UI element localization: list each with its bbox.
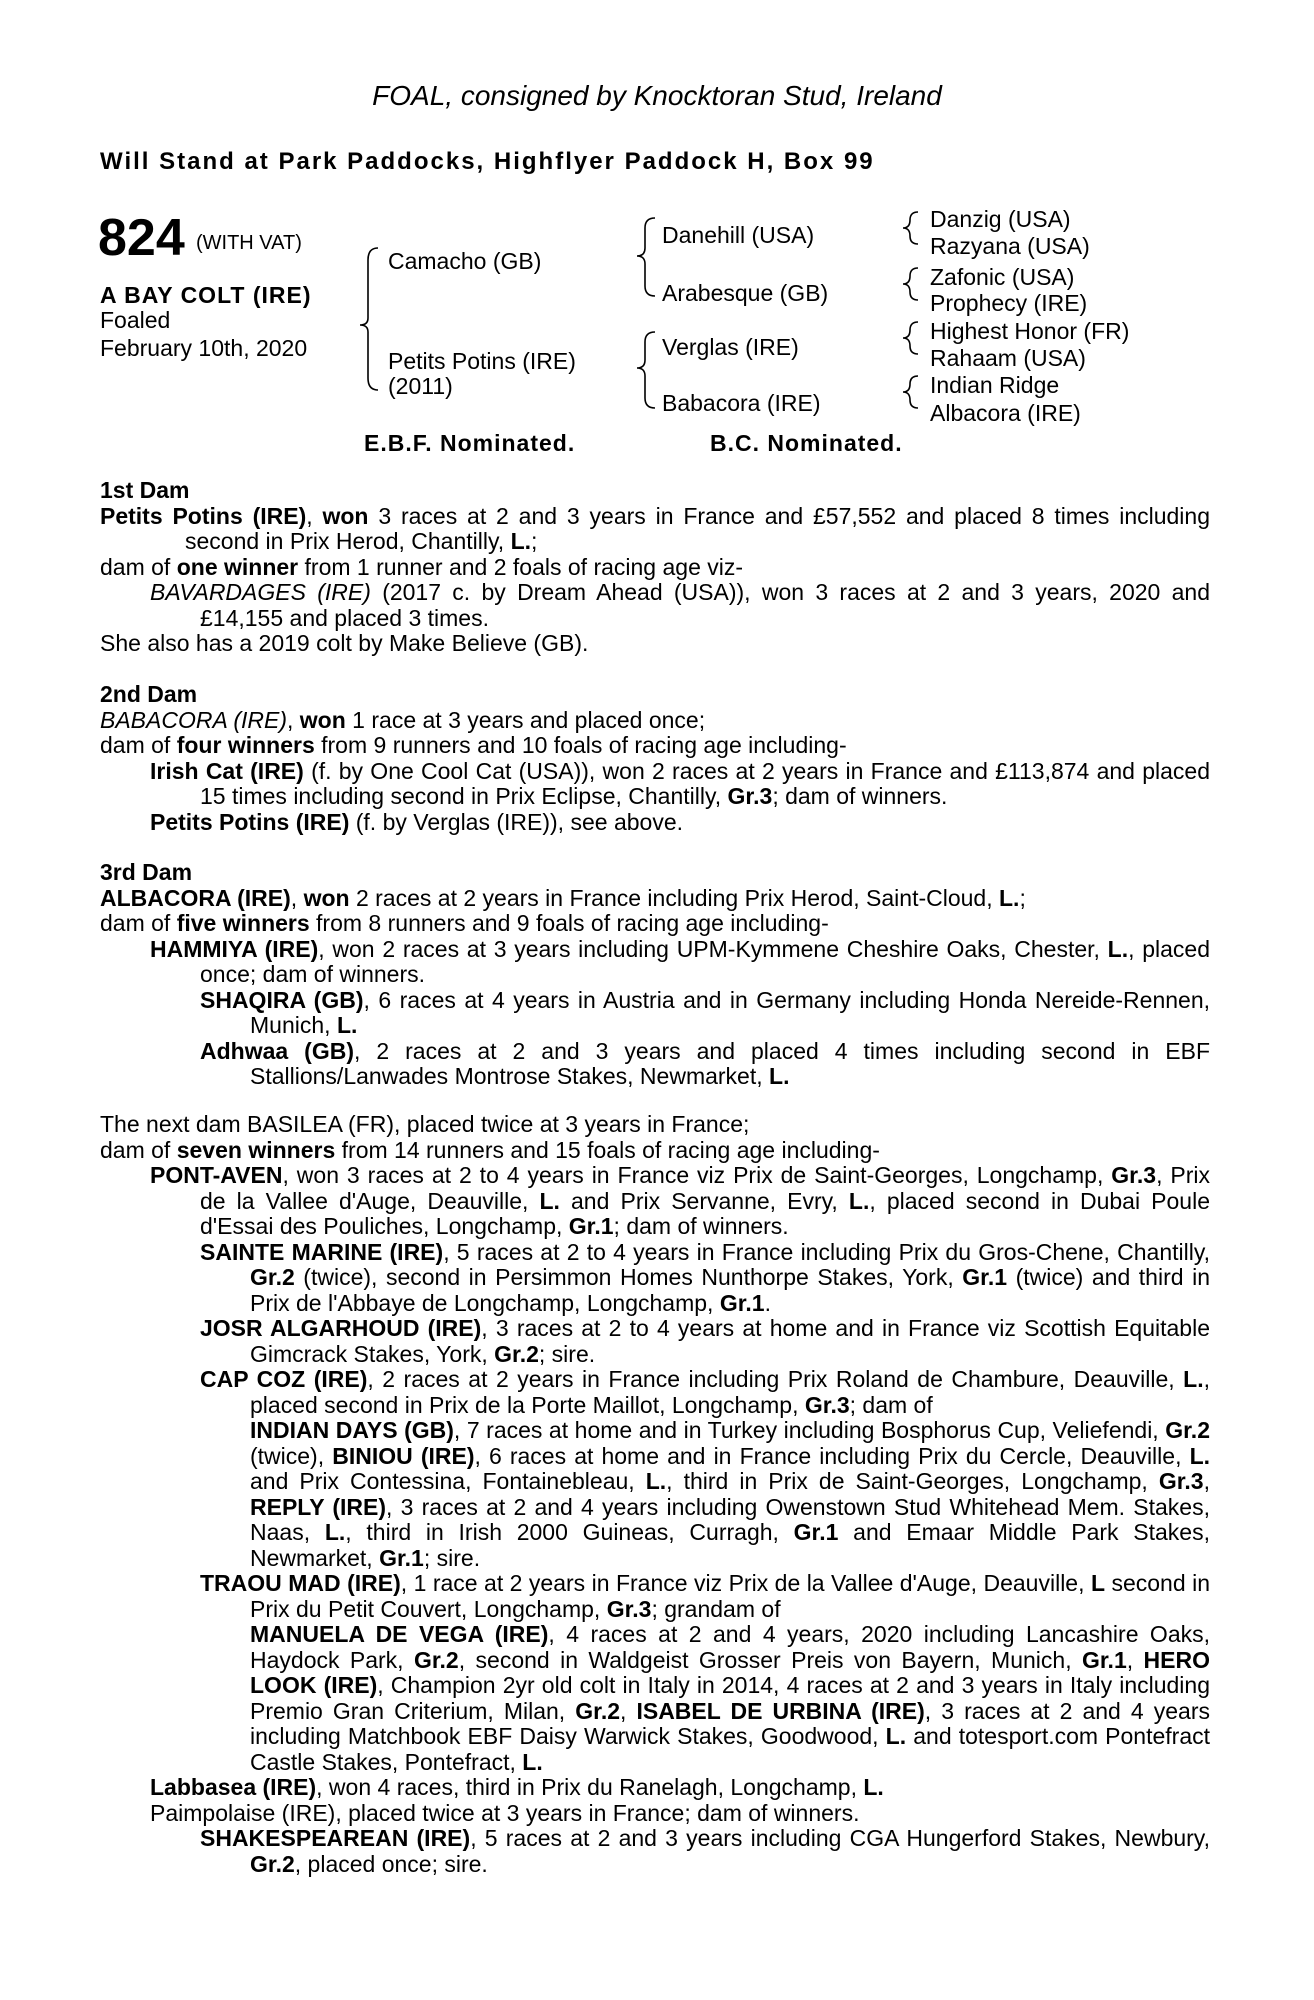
also-note: She also has a 2019 colt by Make Believe (GB).	[100, 630, 589, 656]
ancestor-prophecy: Prophecy (IRE)	[930, 290, 1088, 316]
offspring-name: SHAKESPEAREAN (IRE)	[200, 1825, 471, 1851]
foaled-label: Foaled	[100, 307, 171, 333]
offspring-name: REPLY (IRE)	[250, 1493, 387, 1520]
produce-summary: dam of one winner from 1 runner and 2 foals of racing age viz-	[100, 553, 744, 580]
offspring-entry: JOSR ALGARHOUD (IRE), 3 races at 2 to 4 years at home and in France viz Scottish Equitable Gimcrack Stakes, York, Gr.2; sire.	[200, 1315, 1210, 1367]
dam-sire-name: Verglas (IRE)	[662, 334, 799, 360]
produce-summary: dam of seven winners from 14 runners and 15 foals of racing age including-	[100, 1136, 880, 1163]
offspring-name: Irish Cat (IRE)	[150, 757, 304, 784]
dam-record: ALBACORA (IRE), won 2 races at 2 years in France including Prix Herod, Saint-Cloud, L.;	[100, 884, 1026, 911]
section-heading: 1st Dam	[100, 477, 190, 503]
produce-summary: dam of five winners from 8 runners and 9 foals of racing age including-	[100, 910, 829, 936]
offspring-name: INDIAN DAYS (GB)	[250, 1417, 454, 1443]
pedigree-brackets	[0, 0, 1314, 460]
offspring-name: HERO LOOK (IRE)	[250, 1646, 1210, 1698]
sire-dam-name: Arabesque (GB)	[662, 280, 829, 306]
second-dam-section	[100, 682, 1210, 835]
offspring-name: SAINTE MARINE (IRE)	[200, 1238, 444, 1265]
offspring-name: Adhwaa (GB)	[200, 1037, 354, 1064]
dam-record: BABACORA (IRE), won 1 race at 3 years and placed once;	[100, 706, 706, 733]
ancestor-razyana: Razyana (USA)	[930, 233, 1090, 259]
dam-record: Petits Potins (IRE), won 3 races at 2 and 3 years in France and £57,552 and placed 8 times including second in Prix Herod, Chantilly, L.;	[100, 502, 1210, 554]
offspring-entry: Irish Cat (IRE) (f. by One Cool Cat (USA)), won 2 races at 2 years in France and £113,874 and placed 15 times including second in Prix Eclipse, Chantilly, Gr.3; dam of winners.	[150, 757, 1211, 809]
dam-dam-name: Babacora (IRE)	[662, 390, 821, 416]
ebf-nominated: E.B.F. Nominated.	[364, 430, 576, 456]
offspring-entry: Petits Potins (IRE) (f. by Verglas (IRE)), see above.	[150, 808, 683, 835]
ancestor-highest-honor: Highest Honor (FR)	[930, 318, 1130, 344]
section-heading: 3rd Dam	[100, 859, 193, 885]
next-dam-section	[100, 1112, 1210, 1877]
offspring-name: ISABEL DE URBINA (IRE)	[636, 1697, 925, 1724]
dam-name: Petits Potins (IRE)	[100, 502, 307, 529]
sire-sire-name: Danehill (USA)	[662, 222, 815, 248]
offspring-name: SHAQIRA (GB)	[200, 986, 364, 1013]
offspring-entry: Paimpolaise (IRE), placed twice at 3 years in France; dam of winners.	[150, 1799, 860, 1826]
lot-number: 824	[98, 209, 185, 267]
offspring-entry: SHAQIRA (GB), 6 races at 4 years in Austria and in Germany including Honda Nereide-Rennen, Munich, L.	[200, 986, 1210, 1038]
offspring-name: TRAOU MAD (IRE)	[200, 1570, 401, 1596]
offspring-entry: Labbasea (IRE), won 4 races, third in Prix du Ranelagh, Longchamp, L.	[150, 1774, 884, 1800]
offspring-entry: BAVARDAGES (IRE) (2017 c. by Dream Ahead (USA)), won 3 races at 2 and 3 years, 2020 and £14,155 and placed 3 times.	[150, 579, 1210, 631]
dam-name: BABACORA (IRE)	[100, 706, 288, 733]
consignment-line: FOAL, consigned by Knocktoran Stud, Ireland	[372, 80, 942, 111]
sire-name: Camacho (GB)	[388, 248, 542, 274]
offspring-entry: SHAKESPEAREAN (IRE), 5 races at 2 and 3 years including CGA Hungerford Stakes, Newbury, Gr.2, placed once; sire.	[200, 1825, 1210, 1877]
offspring-name: Petits Potins (IRE)	[150, 808, 350, 835]
ancestor-rahaam: Rahaam (USA)	[930, 345, 1086, 371]
offspring-name: BAVARDAGES (IRE)	[150, 579, 371, 605]
offspring-entry: Adhwaa (GB), 2 races at 2 and 3 years and placed 4 times including second in EBF Stallions/Lanwades Montrose Stakes, Newmarket, L.	[200, 1037, 1210, 1089]
offspring-entry: SAINTE MARINE (IRE), 5 races at 2 to 4 years in France including Prix du Gros-Chene, Chantilly, Gr.2 (twice), second in Persimmon Homes Nunthorpe Stakes, York, Gr.1 (twice) and third in Prix de l'Abbaye de Longchamp, Longchamp, Gr.1.	[200, 1238, 1211, 1316]
bc-nominated: B.C. Nominated.	[710, 430, 903, 456]
offspring-entry: HAMMIYA (IRE), won 2 races at 3 years including UPM-Kymmene Cheshire Oaks, Chester, L., placed once; dam of winners.	[150, 935, 1210, 987]
dam-year: (2011)	[388, 373, 453, 399]
offspring-name: JOSR ALGARHOUD (IRE)	[200, 1315, 482, 1341]
vat-note: (WITH VAT)	[196, 232, 302, 254]
ancestor-danzig: Danzig (USA)	[930, 206, 1071, 232]
section-heading: 2nd Dam	[100, 681, 198, 707]
offspring-entry: TRAOU MAD (IRE), 1 race at 2 years in France viz Prix de la Vallee d'Auge, Deauville, L second in Prix du Petit Couvert, Longchamp, Gr.3; grandam of	[200, 1570, 1210, 1622]
third-dam-section	[100, 860, 1210, 1090]
foaled-date: February 10th, 2020	[100, 335, 308, 361]
ancestor-indian-ridge: Indian Ridge	[930, 372, 1060, 398]
offspring-entry: CAP COZ (IRE), 2 races at 2 years in France including Prix Roland de Chambure, Deauville, L., placed second in Prix de la Porte Maillot, Longchamp, Gr.3; dam of	[200, 1366, 1210, 1418]
offspring-name: PONT-AVEN	[150, 1162, 283, 1188]
first-dam-section	[100, 478, 1210, 657]
stand-location: Will Stand at Park Paddocks, Highflyer Paddock H, Box 99	[100, 148, 875, 175]
offspring-name: MANUELA DE VEGA (IRE)	[250, 1621, 549, 1647]
dam-name: ALBACORA (IRE)	[100, 884, 291, 911]
offspring-name: BINIOU (IRE)	[332, 1442, 475, 1469]
offspring-name: Labbasea (IRE)	[150, 1774, 317, 1800]
offspring-entry: PONT-AVEN, won 3 races at 2 to 4 years in France viz Prix de Saint-Georges, Longchamp, Gr.3, Prix de la Vallee d'Auge, Deauville, L. and Prix Servanne, Evry, L., placed second in Dubai Poule d'Essai des Pouliches, Longchamp, Gr.1; dam of winners.	[150, 1162, 1210, 1239]
dam-name: Petits Potins (IRE)	[388, 348, 576, 374]
ancestor-zafonic: Zafonic (USA)	[930, 264, 1075, 290]
offspring-name: CAP COZ (IRE)	[200, 1366, 368, 1392]
next-dam-record: The next dam BASILEA (FR), placed twice at 3 years in France;	[100, 1111, 750, 1137]
grand-offspring-entry: MANUELA DE VEGA (IRE), 4 races at 2 and 4 years, 2020 including Lancashire Oaks, Haydock Park, Gr.2, second in Waldgeist Grosser Preis von Bayern, Munich, Gr.1, HERO LOOK (IRE), Champion 2yr old colt in Italy in 2014, 4 races at 2 and 3 years in Italy including Premio Gran Criterium, Milan, Gr.2, ISABEL DE URBINA (IRE), 3 races at 2 and 4 years including Matchbook EBF Daisy Warwick Stakes, Goodwood, L. and totesport.com Pontefract Castle Stakes, Pontefract, L.	[250, 1621, 1211, 1775]
grand-offspring-entry: INDIAN DAYS (GB), 7 races at home and in Turkey including Bosphorus Cup, Veliefendi, Gr.2 (twice), BINIOU (IRE), 6 races at home and in France including Prix du Cercle, Deauville, L. and Prix Contessina, Fontainebleau, L., third in Prix de Saint-Georges, Longchamp, Gr.3, REPLY (IRE), 3 races at 2 and 4 years including Owenstown Stud Whitehead Mem. Stakes, Naas, L., third in Irish 2000 Guineas, Curragh, Gr.1 and Emaar Middle Park Stakes, Newmarket, Gr.1; sire.	[250, 1417, 1211, 1571]
horse-description: A BAY COLT (IRE)	[100, 282, 312, 308]
offspring-name: HAMMIYA (IRE)	[150, 935, 319, 962]
ancestor-albacora: Albacora (IRE)	[930, 400, 1081, 426]
produce-summary: dam of four winners from 9 runners and 10 foals of racing age including-	[100, 732, 847, 758]
